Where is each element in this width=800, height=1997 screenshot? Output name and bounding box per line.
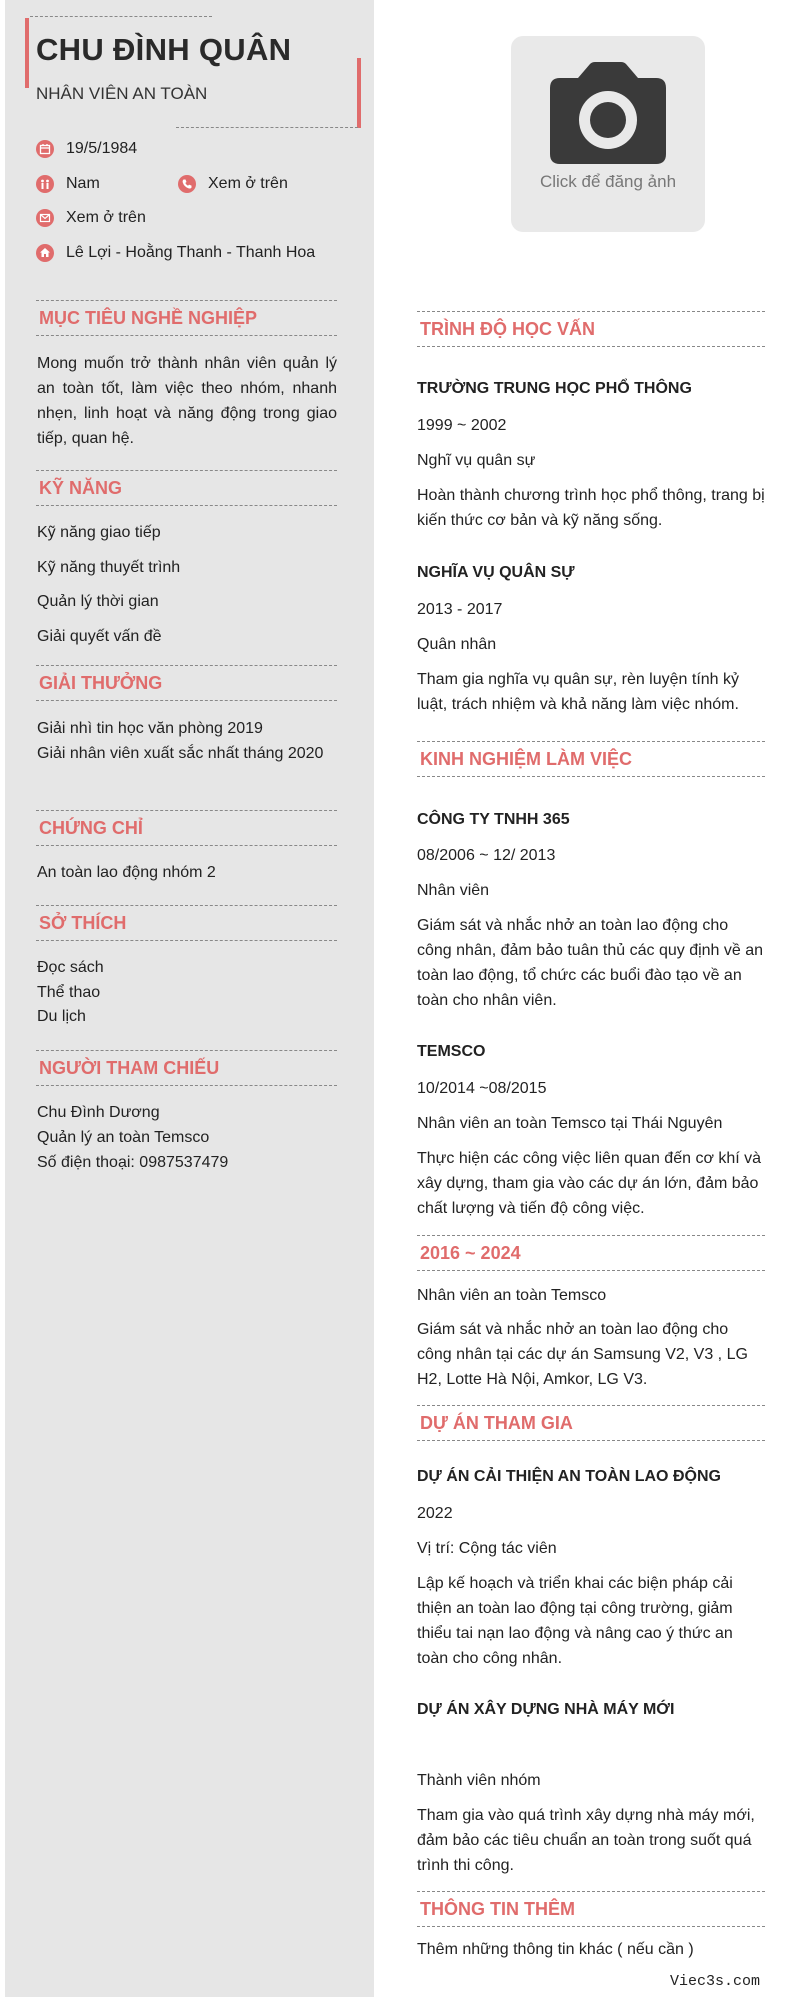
section-title: DỰ ÁN THAM GIA <box>420 1413 573 1433</box>
section-title: MỤC TIÊU NGHỀ NGHIỆP <box>39 308 258 328</box>
section-extra-header <box>417 1891 765 1927</box>
education-school: NGHĨA VỤ QUÂN SỰ <box>417 564 575 581</box>
experience-role: Nhân viên <box>417 882 490 899</box>
phone-icon <box>178 175 196 193</box>
photo-upload[interactable] <box>511 36 705 232</box>
header-bottom-divider <box>176 127 358 128</box>
section-title: SỞ THÍCH <box>39 913 127 933</box>
section-awards-header <box>36 665 337 701</box>
gender-row <box>36 175 100 193</box>
certificate-item: An toàn lao động nhóm 2 <box>37 864 216 881</box>
section-projects-header <box>417 1405 765 1441</box>
photo-upload-label: Click để đăng ảnh <box>539 172 677 191</box>
section-title: NGƯỜI THAM CHIẾU <box>39 1058 220 1078</box>
reference-item: Chu Đình Dương <box>37 1104 160 1121</box>
skill-item: Kỹ năng giao tiếp <box>37 524 161 541</box>
hobby-item: Thể thao <box>37 984 101 1001</box>
header-top-divider <box>30 16 212 17</box>
section-reference-header <box>36 1050 337 1086</box>
section-education-header <box>417 311 765 347</box>
experience-period: 10/2014 ~08/2015 <box>417 1080 547 1097</box>
hobby-item: Đọc sách <box>37 959 104 976</box>
education-period: 2013 - 2017 <box>417 601 503 618</box>
section-title: GIẢI THƯỞNG <box>39 673 163 693</box>
project-role: Thành viên nhóm <box>417 1772 541 1789</box>
reference-item: Số điện thoại: 0987537479 <box>37 1154 229 1171</box>
skill-item: Kỹ năng thuyết trình <box>37 559 181 576</box>
email-row <box>36 209 146 227</box>
header-accent-bar-right <box>357 58 361 128</box>
gender-icon <box>36 175 54 193</box>
job-title: NHÂN VIÊN AN TOÀN <box>36 84 208 103</box>
email-icon <box>36 209 54 227</box>
section-title: 2016 ~ 2024 <box>420 1243 521 1263</box>
education-role: Quân nhân <box>417 636 497 653</box>
experience-role: Nhân viên an toàn Temsco tại Thái Nguyên <box>417 1115 723 1132</box>
education-role: Nghĩ vụ quân sự <box>417 452 536 469</box>
birthdate: 19/5/1984 <box>66 140 138 157</box>
experience-role: Nhân viên an toàn Temsco <box>417 1287 607 1304</box>
award-item: Giải nhân viên xuất sắc nhất tháng 2020 <box>37 745 324 762</box>
experience-description: Giám sát và nhắc nhở an toàn lao động cho công nhân tại các dự án Samsung V2, V3 , LG H2, Lotte Hà Nội, Amkor, LG V3. <box>417 1321 748 1388</box>
experience-period: 08/2006 ~ 12/ 2013 <box>417 847 556 864</box>
gender: Nam <box>66 175 100 192</box>
objective-text: Mong muốn trở thành nhân viên quản lý an toàn tốt, làm việc theo nhóm, nhanh nhẹn, linh hoạt và năng động trong giao tiếp, quan hệ. <box>37 355 337 447</box>
extra-text: Thêm những thông tin khác ( nếu cần ) <box>417 1941 694 1958</box>
address-row <box>36 244 315 262</box>
education-description: Hoàn thành chương trình học phổ thông, trang bị kiến thức cơ bản và kỹ năng sống. <box>417 487 765 529</box>
section-skills-header <box>36 470 337 506</box>
section-experience-header <box>417 741 765 777</box>
section-title: TRÌNH ĐỘ HỌC VẤN <box>420 319 595 339</box>
phone: Xem ở trên <box>208 175 288 192</box>
section-title: THÔNG TIN THÊM <box>420 1899 575 1919</box>
hobby-item: Du lịch <box>37 1008 86 1025</box>
section-hobbies-header <box>36 905 337 941</box>
education-period: 1999 ~ 2002 <box>417 417 507 434</box>
education-description: Tham gia nghĩa vụ quân sự, rèn luyện tính kỷ luật, trách nhiệm và khả năng làm việc nhóm. <box>417 671 740 713</box>
watermark: Viec3s.com <box>670 1973 761 1990</box>
phone-row <box>178 175 288 193</box>
header-accent-bar-left <box>25 18 29 88</box>
birthdate-row <box>36 140 137 158</box>
reference-item: Quản lý an toàn Temsco <box>37 1129 210 1146</box>
experience-company: CÔNG TY TNHH 365 <box>417 811 570 828</box>
education-school: TRƯỜNG TRUNG HỌC PHỔ THÔNG <box>417 380 692 397</box>
experience-company: TEMSCO <box>417 1043 486 1060</box>
section-title: CHỨNG CHỈ <box>39 818 143 838</box>
skill-item: Giải quyết vấn đề <box>37 628 162 645</box>
camera-icon <box>548 60 668 166</box>
section-2016-2024-header <box>417 1235 765 1271</box>
project-description: Tham gia vào quá trình xây dựng nhà máy mới, đảm bảo các tiêu chuẩn an toàn trong suốt quá trình thi công. <box>417 1807 755 1874</box>
calendar-icon <box>36 140 54 158</box>
project-name: DỰ ÁN XÂY DỰNG NHÀ MÁY MỚI <box>417 1701 675 1718</box>
email: Xem ở trên <box>66 209 146 226</box>
experience-description: Thực hiện các công việc liên quan đến cơ khí và xây dựng, tham gia vào các dự án lớn, đảm bảo chất lượng và tiến độ công việc. <box>417 1150 762 1217</box>
home-icon <box>36 244 54 262</box>
candidate-name: CHU ĐÌNH QUÂN <box>36 32 292 67</box>
project-description: Lập kế hoạch và triển khai các biện pháp cải thiện an toàn lao động tại công trường, giảm thiểu tai nạn lao động và nâng cao ý thức an toàn cho công nhân. <box>417 1575 733 1667</box>
address: Lê Lợi - Hoằng Thanh - Thanh Hoa <box>66 244 316 261</box>
project-name: DỰ ÁN CẢI THIỆN AN TOÀN LAO ĐỘNG <box>417 1468 721 1485</box>
section-objective-header <box>36 300 337 336</box>
section-title: KINH NGHIỆM LÀM VIỆC <box>420 749 633 769</box>
project-role: Vị trí: Cộng tác viên <box>417 1540 557 1557</box>
skill-item: Quản lý thời gian <box>37 593 159 610</box>
experience-description: Giám sát và nhắc nhở an toàn lao động cho công nhân, đảm bảo tuân thủ các quy định về an toàn lao động, tổ chức các buổi đào tạo về an toàn cho nhân viên. <box>417 917 764 1009</box>
project-year: 2022 <box>417 1505 453 1522</box>
section-certificates-header <box>36 810 337 846</box>
award-item: Giải nhì tin học văn phòng 2019 <box>37 720 263 737</box>
section-title: KỸ NĂNG <box>39 478 123 498</box>
